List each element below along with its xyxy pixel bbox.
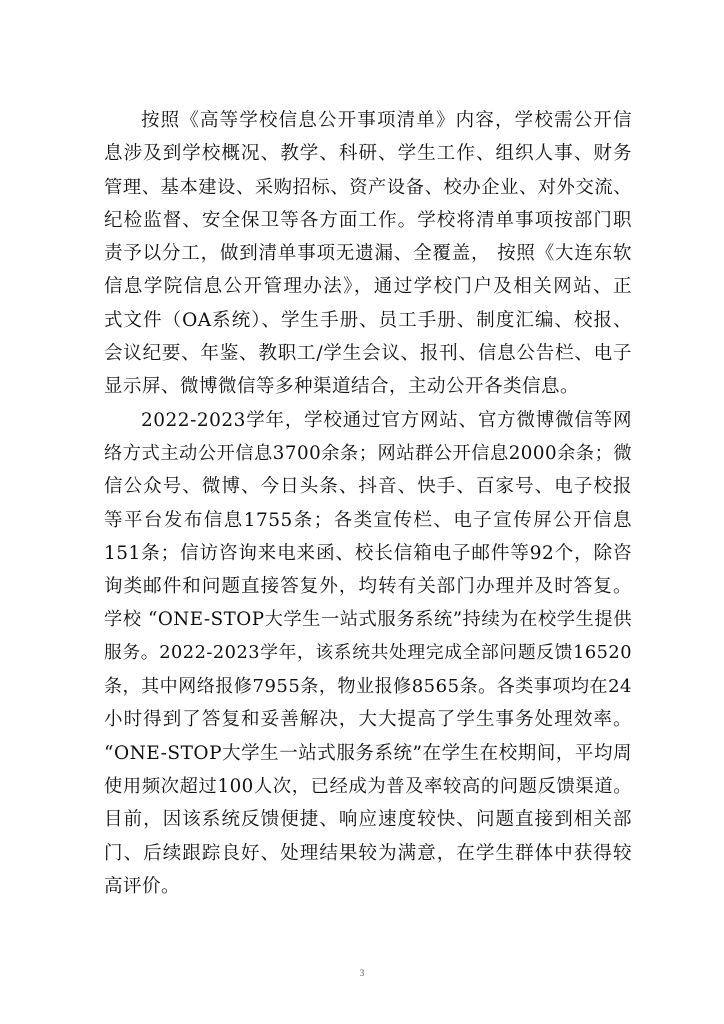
text-line: 目前，因该系统反馈便捷、响应速度较快、问题直接到相关部 [104,809,632,831]
text-line: 门、后续跟踪良好、处理结果较为满意，在学生群体中获得较 [104,842,632,864]
text-line: 络方式主动公开信息3700余条；网站群公开信息2000余条；微 [104,442,633,464]
text-line: 信息学院信息公开管理办法》，通过学校门户及相关网站、正 [104,276,632,298]
text-line: 式文件（OA系统）、学生手册、员工手册、制度汇编、校报、 [104,309,632,331]
text-line: 使用频次超过100人次，已经成为普及率较高的问题反馈渠道。 [104,775,632,797]
text-line: 纪检监督、安全保卫等各方面工作。学校将清单事项按部门职 [104,209,632,231]
text-line: 小时得到了答复和妥善解决，大大提高了学生事务处理效率。 [104,709,632,731]
text-line: 责予以分工，做到清单事项无遗漏、全覆盖， 按照《大连东软 [104,243,632,265]
text-line: 2022-2023学年，学校通过官方网站、官方微博微信等网 [141,409,632,431]
text-line: 等平台发布信息1755条；各类宣传栏、电子宣传屏公开信息 [104,509,632,531]
body-text [104,104,632,903]
text-line: 条，其中网络报修7955条，物业报修8565条。各类事项均在24 [104,676,632,698]
text-line: 会议纪要、年鉴、教职工/学生会议、报刊、信息公告栏、电子 [104,343,632,365]
text-line: 显示屏、微博微信等多种渠道结合，主动公开各类信息。 [104,376,580,398]
text-line: 高评价。 [104,875,181,897]
text-line: “ONE-STOP大学生一站式服务系统”在学生在校期间，平均周 [104,742,632,764]
text-line: 管理、基本建设、采购招标、资产设备、校办企业、对外交流、 [104,176,632,198]
text-line: 学校 “ONE-STOP大学生一站式服务系统”持续为在校学生提供 [104,609,632,631]
page-number: 3 [359,968,365,978]
text-line: 息涉及到学校概况、教学、科研、学生工作、组织人事、财务 [104,143,632,165]
text-line: 信公众号、微博、今日头条、抖音、快手、百家号、电子校报 [104,476,632,498]
text-line: 151条；信访咨询来电来函、校长信箱电子邮件等92个，除咨 [104,542,632,564]
text-line: 询类邮件和问题直接答复外，均转有关部门办理并及时答复。 [104,576,632,598]
text-line: 服务。2022-2023学年，该系统共处理完成全部问题反馈16520 [104,642,632,663]
text-line: 按照《高等学校信息公开事项清单》内容，学校需公开信 [141,110,632,131]
